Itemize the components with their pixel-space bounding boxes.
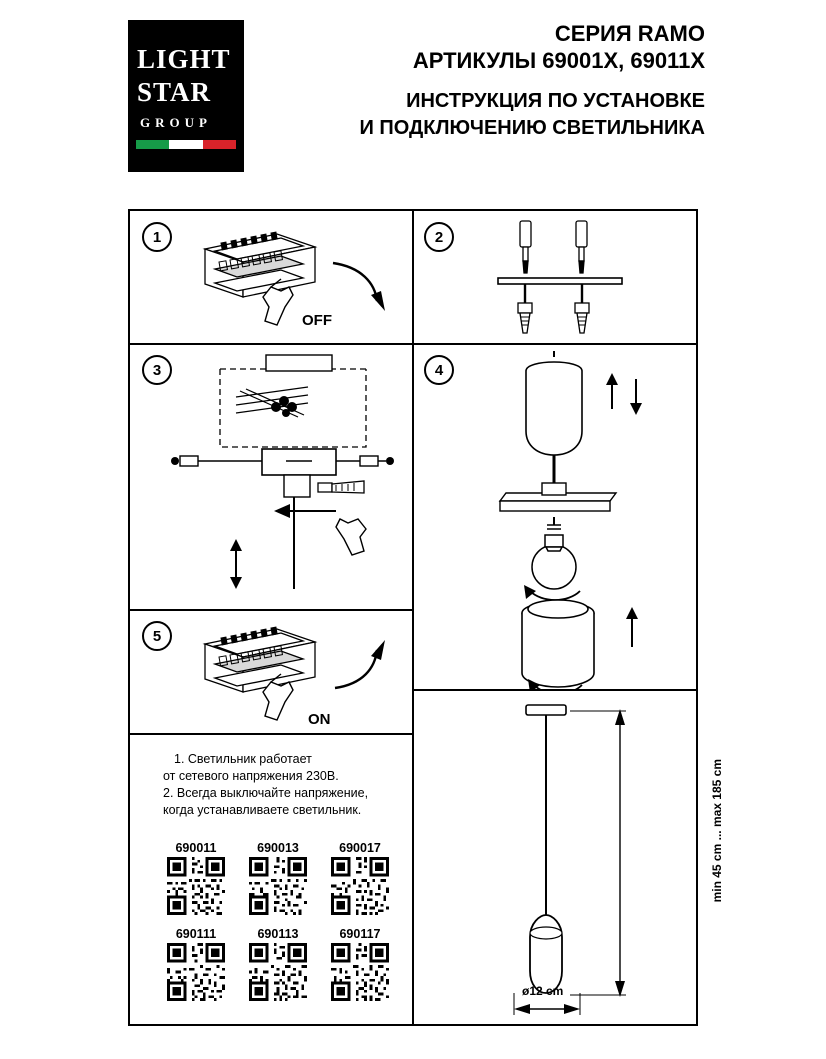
- step-3-illustration: [158, 351, 413, 603]
- logo-line-star: STAR: [137, 77, 212, 107]
- header-titles: [250, 20, 705, 142]
- note-line-1: 1. Светильник работает: [174, 752, 312, 766]
- height-dimension-label: min 45 cm ... max 185 cm: [710, 759, 724, 903]
- step-number-1: 1: [142, 222, 172, 252]
- note-line-4: когда устанавливаете светильник.: [163, 803, 362, 817]
- logo-line-group: GROUP: [140, 115, 212, 130]
- qr-code-icon: [331, 857, 389, 915]
- step-number-3: 3: [142, 355, 172, 385]
- diagram-frame: [128, 209, 724, 1026]
- header: [0, 0, 826, 185]
- instruction-title-line1: ИНСТРУКЦИЯ ПО УСТАНОВКЕ: [406, 90, 705, 112]
- diameter-dimension-label: ø12 cm: [522, 984, 564, 998]
- qr-item[interactable]: [327, 927, 393, 1001]
- qr-code-icon: [331, 943, 389, 1001]
- step-1-label: OFF: [302, 312, 332, 329]
- qr-item[interactable]: [245, 927, 311, 1001]
- qr-row-1: [163, 841, 393, 915]
- qr-caption: 690013: [257, 841, 299, 855]
- qr-row-2: [163, 927, 393, 1001]
- qr-caption: 690017: [339, 841, 381, 855]
- qr-item[interactable]: [327, 841, 393, 915]
- qr-item[interactable]: [245, 841, 311, 915]
- step-number-2: 2: [424, 222, 454, 252]
- step-4-illustration: [460, 351, 680, 691]
- qr-item[interactable]: [163, 927, 229, 1001]
- qr-code-grid: [163, 841, 393, 1005]
- italian-flag-icon: [136, 140, 236, 149]
- instruction-title-line2: И ПОДКЛЮЧЕНИЮ СВЕТИЛЬНИКА: [359, 117, 705, 139]
- step-number-5: 5: [142, 621, 172, 651]
- note-line-3: 2. Всегда выключайте напряжение,: [163, 786, 369, 800]
- logo-line-light: LIGHT: [137, 44, 231, 74]
- step-5-label: ON: [308, 711, 331, 728]
- qr-code-icon: [249, 857, 307, 915]
- series-title: СЕРИЯ RAMO: [554, 21, 705, 46]
- qr-caption: 690011: [175, 841, 217, 855]
- note-line-2: от сетевого напряжения 230В.: [163, 769, 339, 783]
- step-1-illustration: [185, 221, 415, 346]
- qr-caption: 690111: [175, 927, 217, 941]
- dimension-illustration: [430, 701, 695, 1021]
- qr-code-icon: [167, 857, 225, 915]
- qr-item[interactable]: [163, 841, 229, 915]
- qr-caption: 690113: [257, 927, 299, 941]
- brand-logo: [128, 20, 244, 172]
- qr-caption: 690117: [339, 927, 381, 941]
- divider-h-left-2: [130, 609, 412, 611]
- step-5-illustration: [185, 616, 415, 736]
- divider-h-right-1: [412, 343, 698, 345]
- qr-code-icon: [249, 943, 307, 1001]
- step-number-4: 4: [424, 355, 454, 385]
- step-2-illustration: [470, 219, 660, 339]
- qr-code-icon: [167, 943, 225, 1001]
- article-title: АРТИКУЛЫ 69001X, 69011X: [412, 48, 705, 73]
